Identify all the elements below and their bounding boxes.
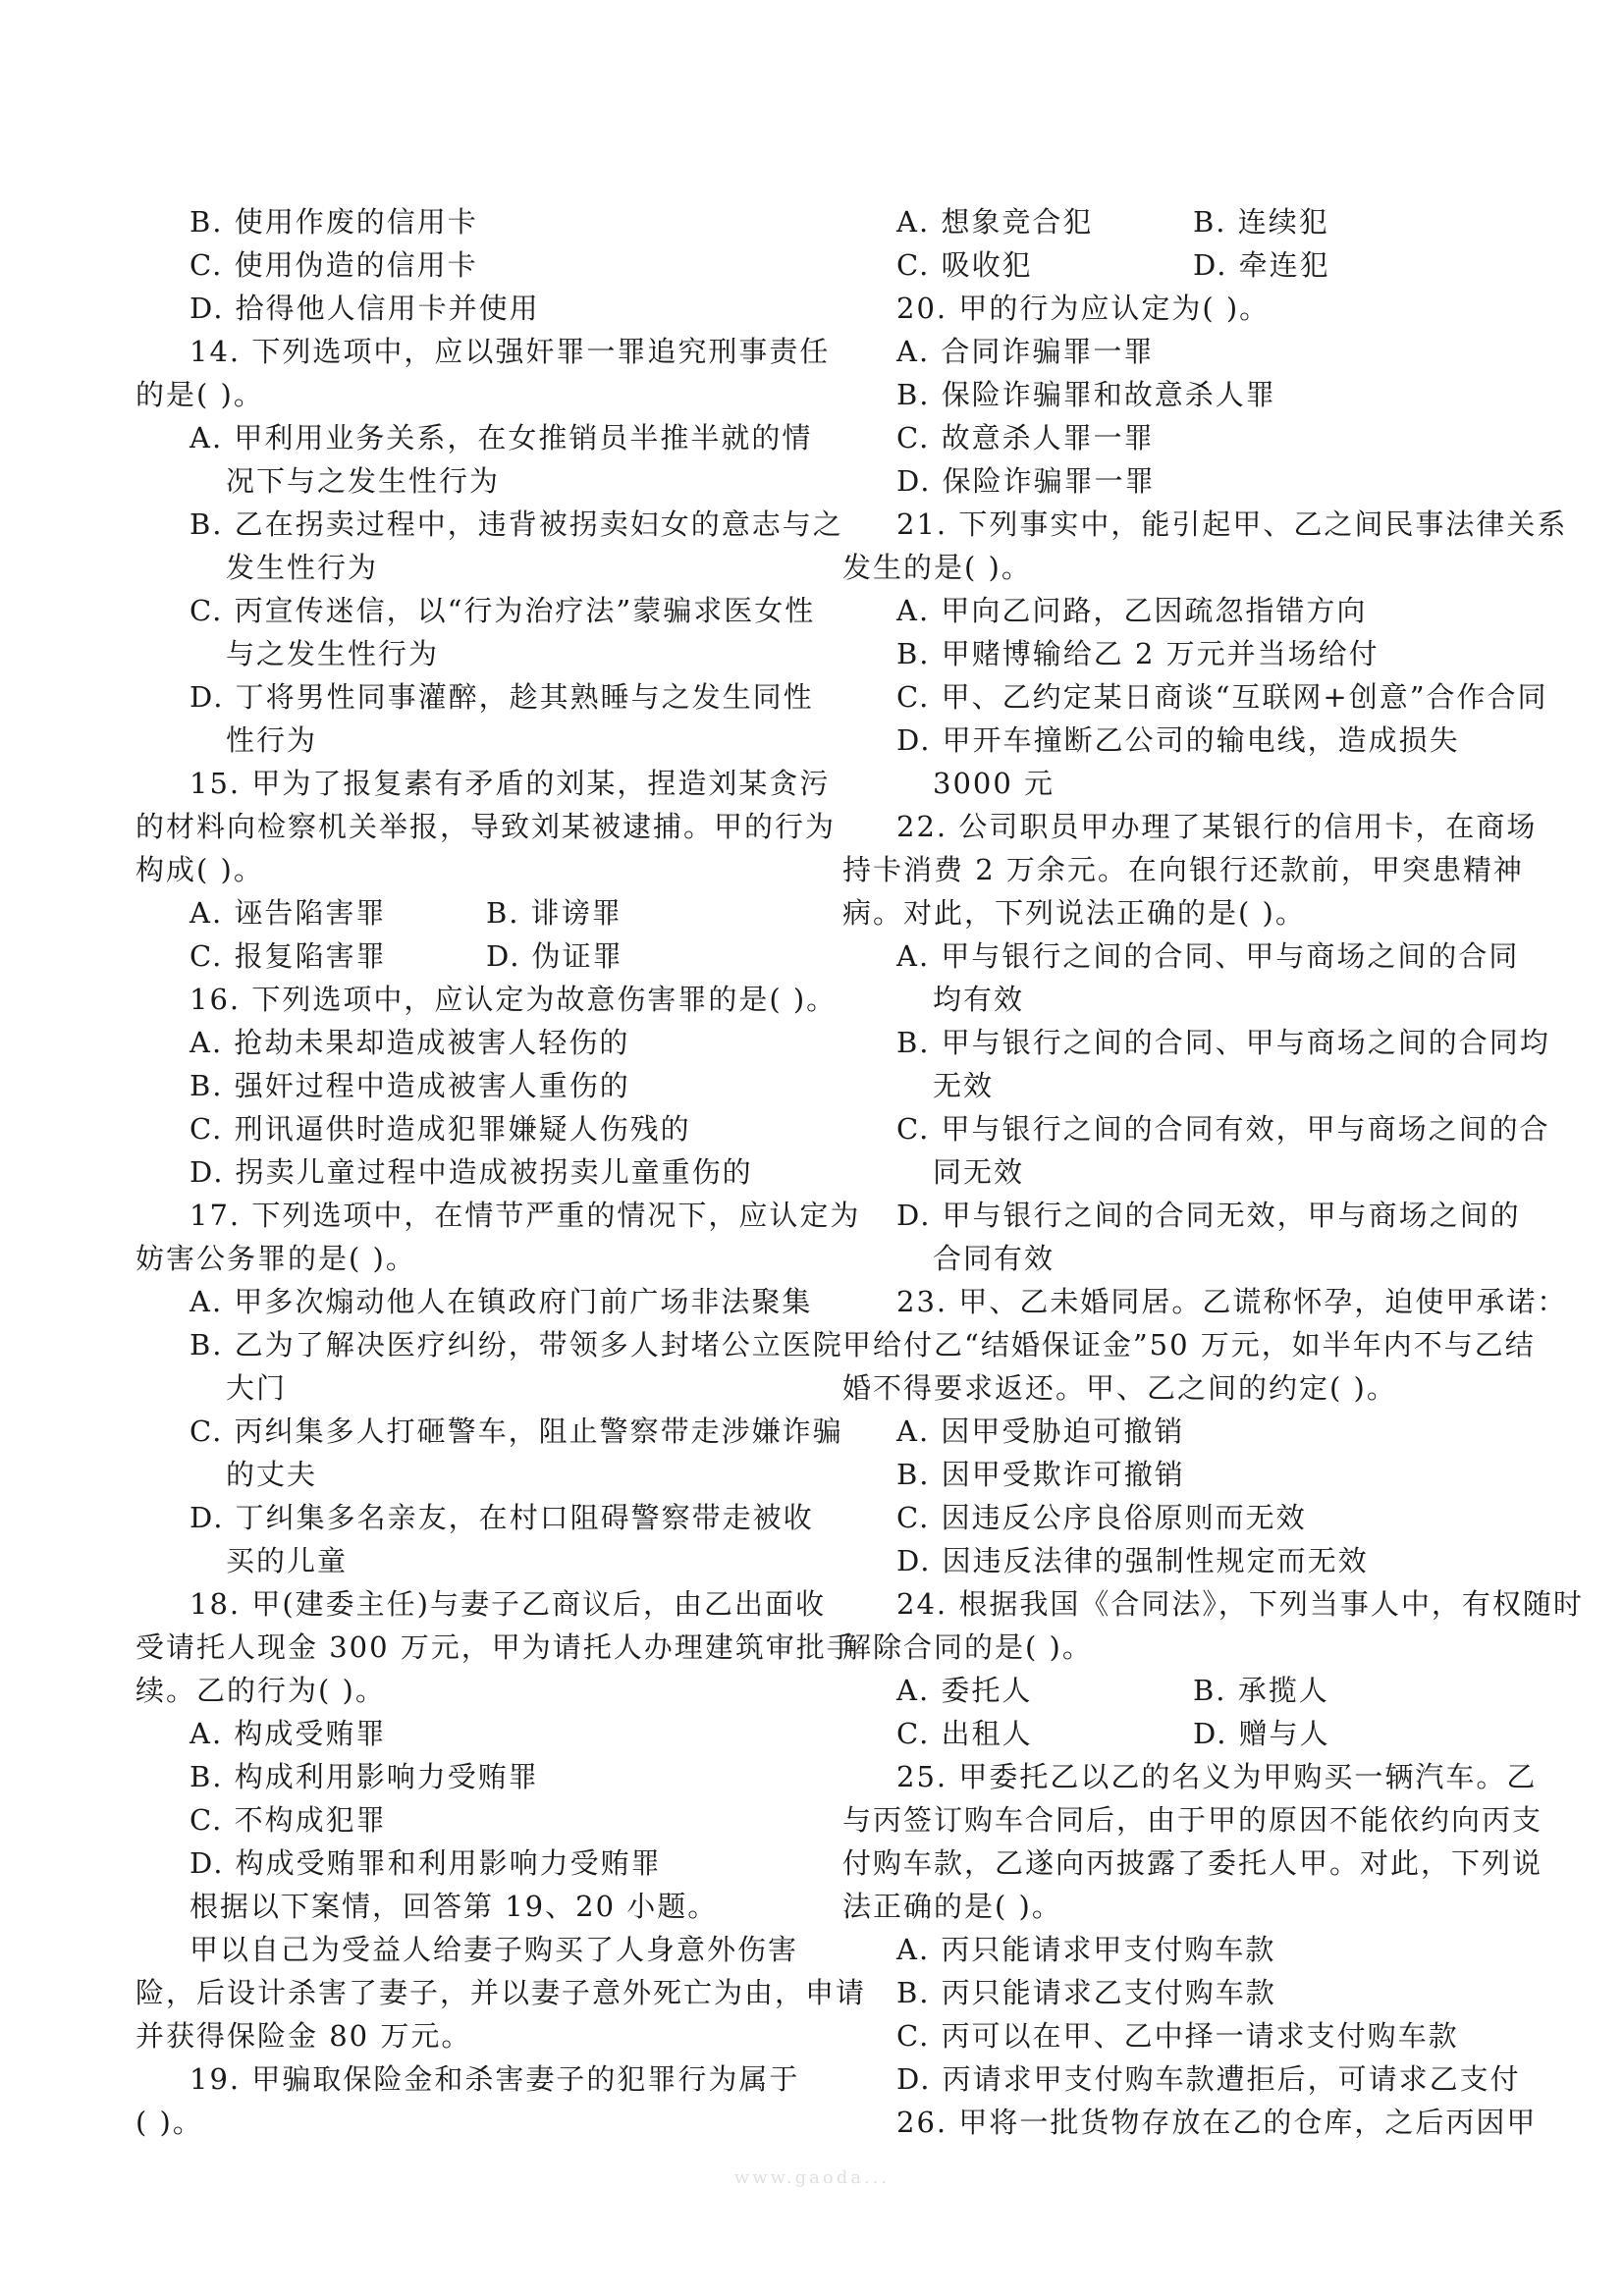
text-line: 20. 甲的行为应认定为( )。	[896, 292, 1271, 325]
text-line: D. 拾得他人信用卡并使用	[189, 292, 540, 325]
left-column	[135, 200, 867, 2144]
text-line: 并获得保险金 80 万元。	[135, 2019, 472, 2053]
text-line: 23. 甲、乙未婚同居。乙谎称怀孕，迫使甲承诺：	[896, 1285, 1568, 1318]
text-line: C. 甲、乙约定某日商谈“互联网+创意”合作合同	[896, 680, 1548, 714]
option-pair-row	[842, 1669, 1490, 1712]
text-line: B. 乙在拐卖过程中，违背被拐卖妇女的意志与之	[189, 507, 843, 541]
text-line: A. 甲向乙问路，乙因疏忽指错方向	[896, 594, 1368, 627]
text-line: 甲给付乙“结婚保证金”50 万元，如半年内不与乙结	[842, 1328, 1536, 1362]
text-line: D. 拐卖儿童过程中造成被拐卖儿童重伤的	[189, 1155, 753, 1189]
text-line: D. 甲开车撞断乙公司的输电线，造成损失	[896, 723, 1460, 757]
text-line: 续。乙的行为( )。	[135, 1674, 386, 1707]
text-line: 病。对此，下列说法正确的是( )。	[842, 896, 1306, 930]
text-line: 14. 下列选项中，应以强奸罪一罪追究刑事责任	[189, 335, 831, 368]
text-line: 的是( )。	[135, 378, 264, 411]
text-line: 根据以下案情，回答第 19、20 小题。	[189, 1890, 719, 1923]
text-line: 解除合同的是( )。	[842, 1630, 1093, 1664]
text-line: 的丈夫	[226, 1458, 318, 1491]
text-line: 19. 甲骗取保险金和杀害妻子的犯罪行为属于	[189, 2062, 800, 2096]
text-line: D. 保险诈骗罪一罪	[896, 464, 1156, 498]
text-line: 无效	[933, 1069, 995, 1102]
option-text: B. 连续犯	[1193, 205, 1329, 239]
text-line: C. 刑讯逼供时造成犯罪嫌疑人伤残的	[189, 1112, 691, 1146]
text-line: 同无效	[933, 1155, 1025, 1189]
text-line: 甲以自己为受益人给妻子购买了人身意外伤害	[189, 1933, 799, 1966]
text-line: 持卡消费 2 万余元。在向银行还款前，甲突患精神	[842, 853, 1524, 886]
text-line: A. 甲利用业务关系，在女推销员半推半就的情	[189, 421, 813, 454]
text-line: 法正确的是( )。	[842, 1890, 1062, 1923]
text-line: B. 使用作废的信用卡	[189, 205, 478, 239]
text-line: 发生的是( )。	[842, 551, 1032, 584]
text-line: D. 构成受贿罪和利用影响力受贿罪	[189, 1846, 662, 1880]
text-line: 的材料向检察机关举报，导致刘某被逮捕。甲的行为	[135, 810, 837, 843]
right-column	[842, 200, 1584, 2144]
text-line: 26. 甲将一批货物存放在乙的仓库，之后丙因甲	[896, 2106, 1538, 2139]
text-line: C. 甲与银行之间的合同有效，甲与商场之间的合	[896, 1112, 1550, 1146]
option-text: C. 出租人	[896, 1717, 1033, 1750]
text-line: 18. 甲(建委主任)与妻子乙商议后，由乙出面收	[189, 1587, 826, 1621]
text-line: A. 构成受贿罪	[189, 1717, 387, 1750]
text-line: 17. 下列选项中，在情节严重的情况下，应认定为	[189, 1199, 861, 1232]
text-line: D. 甲与银行之间的合同无效，甲与商场之间的	[896, 1199, 1521, 1232]
text-line: B. 构成利用影响力受贿罪	[189, 1760, 539, 1793]
text-line: B. 丙只能请求乙支付购车款	[896, 1976, 1276, 2009]
text-line: C. 丙纠集多人打砸警车，阻止警察带走涉嫌诈骗	[189, 1415, 843, 1448]
text-line: 妨害公务罪的是( )。	[135, 1242, 416, 1275]
text-line: B. 乙为了解决医疗纠纷，带领多人封堵公立医院	[189, 1328, 843, 1362]
text-line: 受请托人现金 300 万元，甲为请托人办理建筑审批手	[135, 1630, 857, 1664]
text-line: A. 丙只能请求甲支付购车款	[896, 1933, 1276, 1966]
text-line: 22. 公司职员甲办理了某银行的信用卡，在商场	[896, 810, 1538, 843]
text-line: 16. 下列选项中，应认定为故意伤害罪的是( )。	[189, 983, 838, 1016]
text-line: B. 强奸过程中造成被害人重伤的	[189, 1069, 630, 1102]
text-line: 发生性行为	[226, 551, 379, 584]
text-line: A. 甲多次煽动他人在镇政府门前广场非法聚集	[189, 1285, 813, 1318]
option-text: A. 委托人	[896, 1674, 1033, 1707]
text-line: 性行为	[226, 723, 318, 757]
text-line: 24. 根据我国《合同法》，下列当事人中，有权随时	[896, 1587, 1584, 1621]
option-text: A. 诬告陷害罪	[189, 896, 387, 930]
text-line: 3000 元	[933, 767, 1056, 800]
option-text: C. 吸收犯	[896, 248, 1033, 282]
text-line: 与之发生性行为	[226, 637, 440, 670]
text-line: A. 抢劫未果却造成被害人轻伤的	[189, 1026, 630, 1059]
text-line: B. 因甲受欺诈可撤销	[896, 1458, 1185, 1491]
text-line: 25. 甲委托乙以乙的名义为甲购买一辆汽车。乙	[896, 1760, 1538, 1793]
option-text: D. 伪证罪	[486, 939, 623, 973]
text-line: 15. 甲为了报复素有矛盾的刘某，捏造刘某贪污	[189, 767, 831, 800]
text-line: B. 保险诈骗罪和故意杀人罪	[896, 378, 1276, 411]
option-text: A. 想象竞合犯	[896, 205, 1094, 239]
text-line: C. 使用伪造的信用卡	[189, 248, 478, 282]
text-line: 婚不得要求返还。甲、乙之间的约定( )。	[842, 1371, 1397, 1405]
text-line: 与丙签订购车合同后，由于甲的原因不能依约向丙支	[842, 1803, 1543, 1837]
option-pair-row	[135, 891, 784, 934]
option-pair-row	[135, 934, 784, 978]
text-line: B. 甲赌博输给乙 2 万元并当场给付	[896, 637, 1380, 670]
text-line: 险，后设计杀害了妻子，并以妻子意外死亡为由，申请	[135, 1976, 867, 2009]
text-line: C. 不构成犯罪	[189, 1803, 387, 1837]
text-line: 均有效	[933, 983, 1025, 1016]
text-line: C. 故意杀人罪一罪	[896, 421, 1155, 454]
option-text: B. 承揽人	[1193, 1674, 1329, 1707]
text-line: ( )。	[135, 2106, 203, 2139]
text-line: 付购车款，乙遂向丙披露了委托人甲。对此，下列说	[842, 1846, 1543, 1880]
text-line: D. 丁将男性同事灌醉，趁其熟睡与之发生同性	[189, 680, 814, 714]
text-line: 21. 下列事实中，能引起甲、乙之间民事法律关系	[896, 507, 1568, 541]
text-line: D. 丙请求甲支付购车款遭拒后，可请求乙支付	[896, 2062, 1521, 2096]
text-line: C. 丙宣传迷信，以“行为治疗法”蒙骗求医女性	[189, 594, 816, 627]
text-line: B. 甲与银行之间的合同、甲与商场之间的合同均	[896, 1026, 1550, 1059]
text-line: 合同有效	[933, 1242, 1056, 1275]
option-pair-row	[842, 1712, 1490, 1755]
text-line: 况下与之发生性行为	[226, 464, 501, 498]
option-pair-row	[842, 243, 1490, 287]
text-line: 构成( )。	[135, 853, 264, 886]
option-pair-row	[842, 200, 1490, 243]
option-text: B. 诽谤罪	[486, 896, 623, 930]
option-text: C. 报复陷害罪	[189, 939, 387, 973]
page-footer-watermark: www.gaoda...	[733, 2167, 891, 2188]
option-text: D. 牵连犯	[1193, 248, 1330, 282]
text-line: C. 丙可以在甲、乙中择一请求支付购车款	[896, 2019, 1459, 2053]
text-line: 大门	[226, 1371, 288, 1405]
text-line: 买的儿童	[226, 1544, 349, 1577]
text-line: A. 合同诈骗罪一罪	[896, 335, 1155, 368]
text-line: A. 甲与银行之间的合同、甲与商场之间的合同	[896, 939, 1520, 973]
option-text: D. 赠与人	[1193, 1717, 1330, 1750]
text-line: C. 因违反公序良俗原则而无效	[896, 1501, 1307, 1534]
text-line: D. 丁纠集多名亲友，在村口阻碍警察带走被收	[189, 1501, 814, 1534]
text-line: A. 因甲受胁迫可撤销	[896, 1415, 1185, 1448]
text-line: D. 因违反法律的强制性规定而无效	[896, 1544, 1369, 1577]
